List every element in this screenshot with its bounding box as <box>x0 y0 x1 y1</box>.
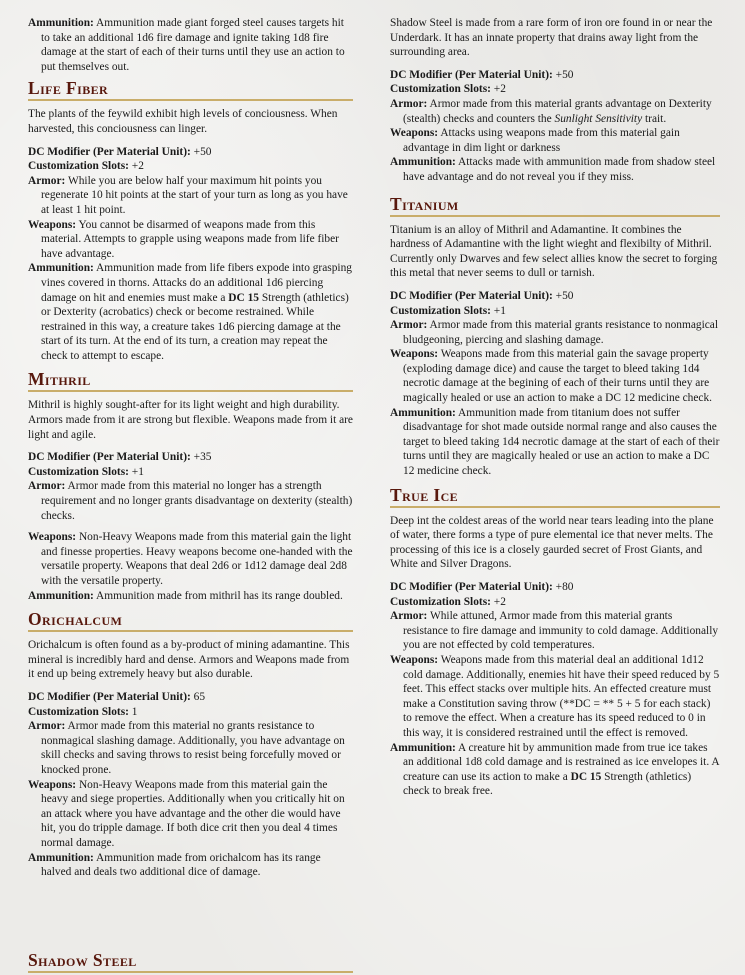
stat-label: DC Modifier (Per Material Unit): <box>390 581 553 593</box>
entry-label: Armor: <box>28 480 66 493</box>
orichalcum-customization-slots <box>28 705 353 720</box>
orichalcum-description: Orichalcum is often found as a by-product of mining adamantine. This mineral is incredibly hard and dense. Armors and Weapons made from it end up being extremely heavy but also durable. <box>28 639 350 681</box>
shadow-steel-ammunition <box>390 155 720 184</box>
entry-text: Ammunition made from titanium does not suffer disadvantage for shot made outside normal range and also causes the target to bleed taking 1d4 necrotic damage at the start of each of their turns until they are magically healed or use an action to make a DC 12 medicine check. <box>403 406 720 478</box>
entry-text: Non-Heavy Weapons made from this material gain the heavy and siege properties. Additionally when you critically hit on an attack where you have advantage and the other die would have hit, you do tripple damage. If both dice crit then you deal 4 times normal damage. <box>41 778 345 849</box>
stat-label: DC Modifier (Per Material Unit): <box>28 145 191 158</box>
stat-value: +50 <box>552 68 574 81</box>
titanium-customization-slots <box>390 304 720 319</box>
entry-label: Weapons: <box>390 653 439 666</box>
stat-label: Customization Slots: <box>390 595 491 608</box>
entry-label: Armor: <box>28 174 66 187</box>
entry-text: While attuned, Armor made from this material grants resistance to fire damage and immunity to cold damage. Additionally you are not effected by cold temperatures. <box>403 610 719 652</box>
entry-label: Armor: <box>28 720 66 733</box>
entry-label: Weapons: <box>28 531 77 544</box>
entry-text: While you are below half your maximum hit points you regenerate 10 hit points at the start of your turn as long as you have at least 1 hit point. <box>41 174 348 216</box>
entry-text: Strength (athletics) or Dexterity (acrobatics) check or become restrained. While restrained in this way, a creature takes 1d6 piercing damage at the start of its turn. At the end of its turn, a creation may repeat the check to attempt to escape. <box>41 291 349 362</box>
entry-text: You cannot be disarmed of weapons made from this material. Attempts to grapple using weapons made from life fiber have advantage. <box>41 218 339 260</box>
stat-value: +2 <box>490 595 506 608</box>
entry-text: Armor made from this material grants resistance to nonmagical bludgeoning, piercing and slashing damage. <box>403 319 719 346</box>
entry-text: Armor made from this material no longer has a strength requirement and no longer grants disadvantage on dexterity (stealth) checks. <box>41 480 353 522</box>
stat-value: +50 <box>552 289 574 302</box>
stat-value: +35 <box>190 451 212 464</box>
mithril-weapons <box>28 530 353 588</box>
entry-text: trait. <box>642 112 667 125</box>
stat-value: 65 <box>190 690 206 703</box>
life-fiber-dc-modifier <box>28 145 353 160</box>
life-fiber-customization-slots <box>28 159 353 174</box>
entry-text: Attacks made with ammunition made from shadow steel have advantage and do not reveal you if they miss. <box>403 156 716 183</box>
true-ice-armor <box>390 609 720 653</box>
stat-label: DC Modifier (Per Material Unit): <box>390 68 553 81</box>
stat-value: +1 <box>128 465 144 478</box>
mithril-ammunition <box>28 589 353 604</box>
true-ice-description: Deep int the coldest areas of the world near tears leading into the plane of water, there forms a type of pure elemental ice that never melts. The processing of this ice is a closely gaurded secret of Frost Giants, and White and Silver Dragons. <box>390 514 714 571</box>
mithril-customization-slots <box>28 465 353 480</box>
titanium-weapons <box>390 347 720 405</box>
entry-label: Armor: <box>390 97 428 110</box>
titanium-armor <box>390 318 720 347</box>
right-column <box>390 16 720 799</box>
orichalcum-armor <box>28 719 353 777</box>
top-ammunition-entry <box>28 16 353 74</box>
entry-text: Ammunition made from mithril has its range doubled. <box>93 589 343 602</box>
entry-label: Ammunition: <box>390 741 456 754</box>
stat-value: +2 <box>490 83 506 96</box>
entry-text: Armor made from this material grants advantage on Dexterity (stealth) checks and counters the <box>403 97 712 125</box>
titanium-dc-modifier <box>390 289 720 304</box>
true-ice-ammunition <box>390 741 720 799</box>
stat-value: +2 <box>128 160 144 173</box>
titanium-ammunition <box>390 406 720 479</box>
entry-label: Weapons: <box>390 348 439 361</box>
entry-text: Ammunition made giant forged steel causes targets hit to take an additional 1d6 fire damage and ignite taking 1d8 fire damage at the start of each of their turns until they use an action to put themselves out. <box>41 17 345 73</box>
heading-mithril: Mithril <box>28 369 353 392</box>
entry-label: Ammunition: <box>28 17 94 29</box>
left-column <box>28 16 353 880</box>
stat-label: Customization Slots: <box>390 83 491 96</box>
mithril-description: Mithril is highly sought-after for its light weight and high durability. Armors made from it are strong but flexible. Weapons made from it are light and agile. <box>28 399 353 441</box>
entry-label: Ammunition: <box>28 589 94 602</box>
heading-orichalcum: Orichalcum <box>28 609 353 632</box>
entry-text: A creature hit by ammunition made from true ice takes an additional 1d8 cold damage and is restrained as ice envelopes it. A creature can use its action to make a <box>403 741 719 783</box>
entry-label: Ammunition: <box>28 262 94 275</box>
shadow-steel-armor <box>390 97 720 126</box>
heading-true-ice: True Ice <box>390 485 720 508</box>
true-ice-customization-slots <box>390 595 720 610</box>
mithril-dc-modifier <box>28 450 353 465</box>
entry-label: Weapons: <box>28 778 77 791</box>
shadow-steel-dc-modifier <box>390 68 720 83</box>
stat-value: +80 <box>552 581 574 593</box>
entry-text: Attacks using weapons made from this material gain advantage in dim light or darkness <box>403 127 680 154</box>
dc-value: DC 15 <box>228 291 259 304</box>
entry-label: Weapons: <box>28 218 77 231</box>
stat-label: DC Modifier (Per Material Unit): <box>28 690 191 703</box>
entry-label: Weapons: <box>390 127 439 140</box>
stat-label: DC Modifier (Per Material Unit): <box>28 451 191 464</box>
orichalcum-weapons <box>28 778 353 851</box>
stat-label: Customization Slots: <box>28 705 129 718</box>
entry-text: Weapons made from this material deal an additional 1d12 cold damage. Additionally, enemies hit have their speed reduced by 5 feet. This effect stacks over multiple hits. An effected creature must make a Constitution saving throw (**DC = ** 5 + 5 for each stack) to remove the effect. When a creature has its speed reduced to 0 in this way, it is considered restrained until the effect is removed. <box>403 653 720 739</box>
stat-label: Customization Slots: <box>28 465 129 478</box>
orichalcum-dc-modifier <box>28 690 353 705</box>
shadow-steel-customization-slots <box>390 82 720 97</box>
shadow-steel-heading-container <box>28 950 353 973</box>
heading-titanium: Titanium <box>390 194 720 217</box>
stat-value: +50 <box>190 145 212 158</box>
entry-label: Ammunition: <box>390 406 456 419</box>
stat-label: DC Modifier (Per Material Unit): <box>390 289 553 302</box>
true-ice-weapons <box>390 653 720 741</box>
entry-text: Ammunition made from orichalcom has its range halved and deals two additional dice of damage. <box>41 851 321 879</box>
life-fiber-description: The plants of the feywild exhibit high levels of conciousness. When harvested, this conciousness can linger. <box>28 108 338 135</box>
stat-label: Customization Slots: <box>28 160 129 173</box>
entry-text: Strength (athletics) check to break free. <box>403 770 692 798</box>
stat-value: 1 <box>128 705 138 718</box>
stat-label: Customization Slots: <box>390 304 491 317</box>
entry-text: Ammunition made from life fibers expode into grasping vines covered in thorns. Attacks do an additional 1d6 piercing damage on hit and enemies must make a <box>41 262 352 304</box>
true-ice-dc-modifier <box>390 580 720 595</box>
entry-label: Armor: <box>390 319 428 332</box>
mithril-armor <box>28 479 353 523</box>
shadow-steel-description: Shadow Steel is made from a rare form of iron ore found in or near the Underdark. It has an innate property that drains away light from the surrounding area. <box>390 17 713 59</box>
entry-label: Ammunition: <box>390 156 456 169</box>
heading-life-fiber: Life Fiber <box>28 78 353 101</box>
entry-text: Armor made from this material no grants resistance to nonmagical slashing damage. Additionally, you have advantage on skill checks and saving throws to resist being forcefully moved or knocked prone. <box>41 720 345 776</box>
life-fiber-armor <box>28 174 353 218</box>
entry-text: Weapons made from this material gain the savage property (exploding damage dice) and cause the target to bleed taking 1d4 necrotic damage at the begining of each of their turns until they are magically healed or use an action to make a DC 12 medicine check. <box>403 348 713 405</box>
stat-value: +1 <box>490 304 506 317</box>
life-fiber-ammunition <box>28 261 353 363</box>
entry-label: Armor: <box>390 610 428 623</box>
entry-text: Non-Heavy Weapons made from this material gain the light and finesse properties. Heavy weapons become one-handed with the versatile property. Weapons that deal 2d6 or 1d12 damage deal 2d8 with the versatile property. <box>41 531 353 587</box>
entry-label: Ammunition: <box>28 851 94 864</box>
orichalcum-ammunition <box>28 851 353 880</box>
life-fiber-weapons <box>28 218 353 262</box>
heading-shadow-steel: Shadow Steel <box>28 950 353 973</box>
shadow-steel-weapons <box>390 126 720 155</box>
trait-name: Sunlight Sensitivity <box>554 112 643 125</box>
titanium-description: Titanium is an alloy of Mithril and Adamantine. It combines the hardness of Adamantine with the light wieght and flexibilty of Mithril. Currently only Dwarves and few select allies know the secret to forging this metal that never seems to dull or tarnish. <box>390 223 718 280</box>
dc-value: DC 15 <box>570 770 602 783</box>
